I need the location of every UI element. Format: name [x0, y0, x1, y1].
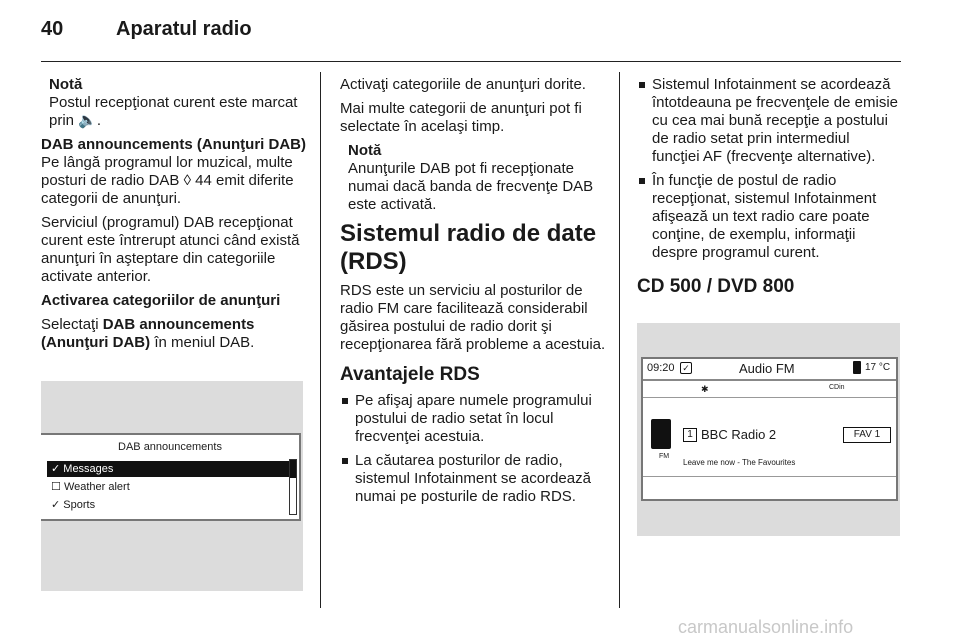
check-icon: ✓ [680, 362, 692, 374]
column-3 [637, 76, 900, 304]
dab-screen [41, 433, 301, 521]
column-1 [41, 76, 307, 358]
note-title: Notă [348, 142, 382, 159]
band-label: FM [659, 453, 670, 460]
select-tail: în meniul DAB. [154, 334, 255, 351]
multiple-paragraph: Mai multe categorii de anunţuri pot fi selectate în acelaşi timp. [340, 100, 582, 135]
cd500-heading: CD 500 / DVD 800 [637, 276, 795, 297]
bullet-icon [639, 178, 645, 184]
dab-item-sports[interactable] [47, 497, 289, 513]
note-box [340, 142, 608, 214]
column-divider-2 [619, 72, 620, 608]
column-2 [340, 76, 608, 512]
list-item: În funcţie de postul de radio recepţionat, sistemul Infotainment afişează un text radio care poate conţine, de exemplu, informaţii despre programul curent. [637, 172, 900, 262]
select-text: Selectaţi [41, 316, 99, 333]
list-item: Sistemul Infotainment se acordează întotdeauna pe frecvenţele de emisie cu cea mai bună recepţie a postului de radio setat prin intermediul funcţiei AF (frecvenţe alternative). [637, 76, 900, 166]
advantages-list-cont [637, 76, 900, 262]
dab-screen-title: DAB announcements [118, 441, 222, 453]
clock: 09:20 [647, 362, 675, 374]
bullet-icon [639, 82, 645, 88]
note-end: . [96, 112, 102, 129]
rds-paragraph: RDS este un serviciu al posturilor de radio FM care facilitează considerabil găsirea postului de radio dorit şi recepţionarea fără probleme a acestuia. [340, 282, 606, 353]
watermark: carmanualsonline.info [678, 617, 854, 637]
activate-paragraph: Activaţi categoriile de anunţuri dorite. [340, 76, 586, 93]
note-text: Postul recepţionat curent este marcat prin [49, 94, 298, 129]
dab-item-weather[interactable] [47, 479, 289, 495]
antenna-icon [651, 419, 671, 449]
page-ref-icon: ◊ [183, 172, 191, 189]
dab-paragraph-1-ref: 44 emit diferite categorii de anunţuri. [41, 172, 294, 207]
scrollbar[interactable] [289, 459, 297, 515]
check-icon: ✓ [51, 463, 61, 475]
check-icon: ✓ [51, 499, 61, 511]
advantages-list [340, 392, 608, 506]
advantages-heading: Avantajele RDS [340, 364, 480, 385]
scrollbar-thumb[interactable] [290, 460, 296, 478]
cd500-screen-photo [637, 323, 900, 536]
speaker-icon: 🔈 [78, 112, 97, 129]
dab-item-label: Sports [63, 499, 96, 511]
radio-text: Leave me now - The Favourites [683, 458, 796, 467]
divider [643, 397, 896, 398]
note-text: Anunţurile DAB pot fi recepţionate numai dacă banda de frecvenţe DAB este activată. [348, 160, 594, 213]
dab-screen-photo [41, 381, 303, 591]
bluetooth-icon: ✱ [701, 384, 709, 394]
note-title: Notă [49, 76, 83, 93]
dab-item-messages[interactable] [47, 461, 289, 477]
activate-heading: Activarea categoriilor de anunţuri [41, 292, 281, 309]
dab-paragraph-2: Serviciul (programul) DAB recepţionat curent este întrerupt atunci când există anunţuri în aşteptare din categoriile activate anterior. [41, 214, 300, 285]
column-divider-1 [320, 72, 321, 608]
rds-heading: Sistemul radio de date (RDS) [340, 220, 597, 275]
checkbox-icon: ☐ [51, 481, 61, 493]
list-item: La căutarea posturilor de radio, sistemul Infotainment se acordează numai pe posturile de radio RDS. [340, 452, 608, 506]
header-rule [41, 61, 901, 62]
status-bar [643, 359, 896, 381]
fav-button[interactable]: FAV 1 [843, 427, 891, 443]
list-item: Pe afişaj apare numele programului postului de radio setat în locul frecvenţei acestuia. [340, 392, 608, 446]
dab-heading: DAB announcements (Anunţuri DAB) [41, 136, 306, 153]
cd500-screen [641, 357, 898, 501]
divider [643, 476, 896, 477]
temperature: 17 °C [865, 362, 891, 373]
dab-item-label: Messages [63, 463, 114, 475]
bullet-icon [342, 398, 348, 404]
bullet-icon [342, 458, 348, 464]
page-title: Aparatul radio [116, 18, 252, 40]
preset-number: 1 [683, 428, 697, 442]
station-name: BBC Radio 2 [701, 427, 777, 442]
phone-icon [853, 361, 861, 374]
select-bold: DAB announcements (Anunţuri DAB) [41, 316, 255, 351]
cdin-indicator: CDin [829, 384, 845, 391]
source-label: Audio FM [739, 361, 795, 376]
page-number: 40 [41, 18, 64, 40]
dab-item-label: Weather alert [63, 481, 130, 493]
note-box [41, 76, 307, 130]
dab-paragraph-1: Pe lângă programul lor muzical, multe posturi de radio DAB [41, 154, 293, 189]
